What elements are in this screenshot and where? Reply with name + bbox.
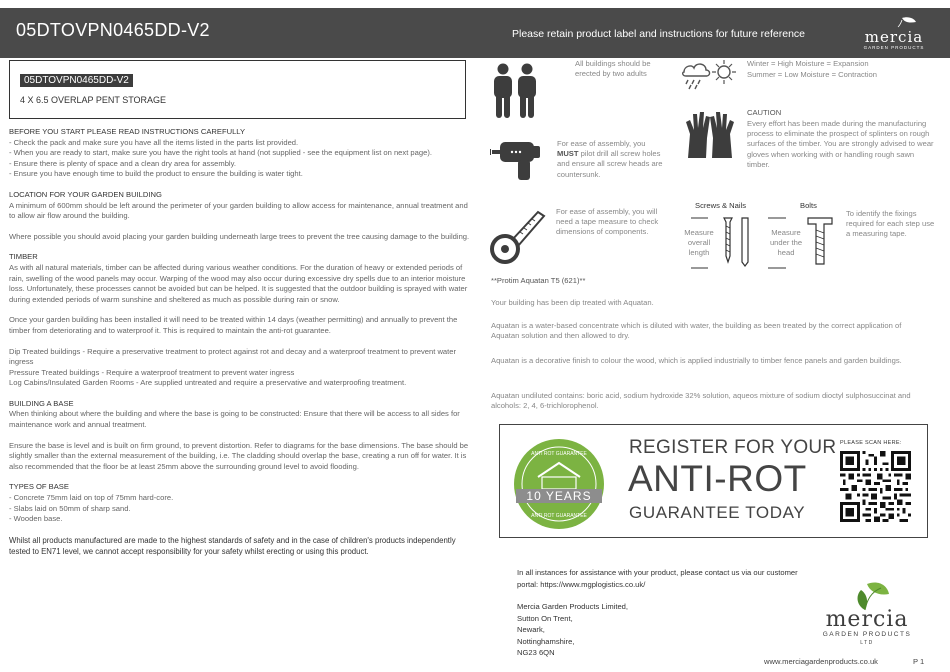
aquatan-paragraph-1: Your building has been dip treated with Aquatan. (491, 298, 654, 307)
aquatan-paragraph-2: Aquatan is a water-based concentrate which is diluted with water, the building as been treated by the correct application of Aquatan solution and then allowed to dry. (491, 321, 902, 341)
location-section (9, 190, 471, 242)
gloves-icon (682, 108, 738, 160)
page-number: P 1 (913, 657, 925, 666)
screws-label: Screws & Nails (695, 201, 747, 210)
screws-bolts-icon (690, 212, 850, 270)
register-line-1: REGISTER FOR YOUR (629, 437, 837, 458)
base-title: BUILDING A BASE (9, 398, 74, 408)
two-adults-icon (490, 62, 542, 120)
before-line: - Ensure there is plenty of space and a clean dry area for assembly. (9, 158, 236, 168)
product-label-box (9, 60, 466, 119)
before-section (9, 127, 471, 180)
before-line: - Ensure you have enough time to build the product to ensure the building is water tight. (9, 169, 303, 179)
types-section (9, 482, 471, 524)
two-adults-text: All buildings should be erected by two adults (575, 59, 651, 79)
timber-title: TIMBER (9, 252, 38, 262)
address-line: Nottinghamshire, (517, 636, 575, 646)
register-line-2: ANTI-ROT (628, 458, 807, 499)
timber-line: Log Cabins/Insulated Garden Rooms - Are supplied untreated and require a preservative and waterproofing treatment. (9, 378, 407, 388)
register-guarantee-box (499, 424, 928, 538)
timber-line: Dip Treated buildings - Require a preservative treatment to protect against rot and decay and a waterproof treatment to prevent water ingress (9, 346, 457, 367)
timber-line: Pressure Treated buildings - Require a waterproof treatment to prevent water ingress (9, 367, 295, 377)
types-line: - Wooden base. (9, 514, 63, 524)
tape-measure-icon (490, 206, 546, 266)
protim-heading: **Protim Aquatan T5 (621)** (491, 276, 586, 285)
contact-line-1: In all instances for assistance with your product, please contact us via our customer (517, 568, 798, 577)
company-address (517, 601, 717, 659)
register-line-3: GUARANTEE TODAY (629, 503, 806, 522)
footer-logo-word: mercia (825, 607, 909, 632)
types-title: TYPES OF BASE (9, 482, 69, 492)
badge-bottom-text: ANTI ROT GUARANTEE (531, 513, 587, 519)
timber-section (9, 252, 471, 389)
drill-icon (490, 138, 548, 182)
location-title: LOCATION FOR YOUR GARDEN BUILDING (9, 189, 162, 199)
drill-text (557, 139, 667, 180)
footer-logo-sub1: GARDEN PRODUCTS (822, 631, 912, 638)
weather-text-2: Summer = Low Moisture = Contraction (747, 70, 877, 79)
address-line: Sutton On Trent, (517, 613, 573, 623)
bolts-label: Bolts (800, 201, 817, 210)
tape-text: For ease of assembly, you will need a tape measure to check dimensions of components. (556, 207, 659, 237)
address-line: NG23 6QN (517, 648, 555, 657)
timber-paragraph: As with all natural materials, timber can be affected during various weather conditions. For the duration of heavy or extended periods of rain, swelling of the wood panels may occur. Warping of the wood may also occur during excessive dry spells due to an interior moisture loss. Unfortunately, these processes cannot be avoided but can be helped. It is suggested that the outdoor building is sprayed with water during extended periods of warm sunshine and sheltered as much as possible during rain or snow. (9, 262, 468, 304)
caution-title: CAUTION (747, 108, 782, 117)
portal-link[interactable]: https://www.mgplogistics.co.uk/ (540, 579, 646, 589)
header-logo-word: mercia (864, 28, 924, 46)
drill-text-must: MUST (557, 149, 579, 159)
timber-paragraph: Once your garden building has been installed it will need to be treated within 14 days (weather permitting) and annually to prevent the timber from deteriorating and to waterproof it. This is required to maintain the anti-rot guarantee. (9, 315, 458, 335)
before-line: - When you are ready to start, make sure you have the right tools at hand (not supplied - see the equipment list on next page). (9, 148, 432, 158)
scan-label: PLEASE SCAN HERE: (840, 440, 902, 446)
before-line: - Check the pack and make sure you have all the items listed in the parts list provided. (9, 137, 299, 147)
contact-portal-prefix: portal: (517, 579, 541, 589)
qr-code[interactable] (840, 451, 911, 522)
location-paragraph: Where possible you should avoid placing your garden building underneath large trees to prevent the tree causing damage to the building. (9, 231, 470, 241)
footer-mercia-logo (807, 580, 929, 648)
leaf-icon (807, 580, 929, 648)
aquatan-paragraph-4: Aquatan undiluted contains: boric acid, sodium hydroxide 32% solution, aqueos mixture of sodium dioctyl sulphosuccinat and alcohols: 2, 4, 6-trichlorophenol. (491, 391, 911, 411)
product-description: 4 X 6.5 OVERLAP PENT STORAGE (20, 95, 167, 105)
address-line: Mercia Garden Products Limited, (517, 602, 628, 611)
base-section (9, 399, 471, 473)
page-header (0, 8, 950, 58)
aquatan-paragraph-3: Aquatan is a decorative finish to colour the wood, which is applied industrially to timber fence panels and garden buildings. (491, 356, 902, 365)
fixings-text: To identify the fixings required for each step use a measuring tape. (846, 209, 935, 239)
instructions-column (9, 127, 471, 557)
badge-top-text: ANTI ROT GUARANTEE (531, 451, 587, 457)
types-line: - Concrete 75mm laid on top of 75mm hard-core. (9, 493, 174, 503)
drill-text-post: pilot drill all screw holes and ensure all screw heads are countersunk. (557, 149, 663, 179)
header-mercia-logo (858, 14, 930, 54)
address-line: Newark, (517, 625, 545, 634)
footer-website-link[interactable]: www.merciagardenproducts.co.uk (764, 657, 878, 666)
header-retain-note: Please retain product label and instructions for future reference (512, 28, 806, 40)
before-title: BEFORE YOU START PLEASE READ INSTRUCTIONS CAREFULLY (9, 127, 246, 136)
weather-text-1: Winter = High Moisture = Expansion (747, 59, 869, 68)
caution-text: Every effort has been made during the manufacturing process to eliminate the prospect of splinters on rough surfaces of the timber. You are strongly advised to wear gloves when working with or handling rough sawn timber. (747, 119, 934, 169)
base-paragraph: Ensure the base is level and is built on firm ground, to prevent distortion. Refer to diagrams for the base dimensions. The base should be slightly smaller than the external measurement of the building, i.e. The cladding should overlap the base, creating a run off for water. It is also recommended that the floor be at least 25mm above the surrounding ground level to avoid flooding. (9, 440, 469, 471)
base-paragraph: When thinking about where the building and where the base is going to be constructed: Ensure that there will be access to all sides for maintenance work and annual treatment. (9, 409, 460, 430)
ten-year-guarantee-badge (512, 437, 606, 531)
measure-head-text: Measure under the head (769, 228, 803, 258)
location-paragraph: A minimum of 600mm should be left around the perimeter of your garden building to allow access for maintenance, annual treatment and to allow air flow around the building. (9, 200, 468, 221)
footer-logo-sub2: LTD (860, 640, 874, 646)
measure-overall-text: Measure overall length (684, 228, 714, 258)
types-line: - Slabs laid on 50mm of sharp sand. (9, 503, 131, 513)
safety-notice: Whilst all products manufactured are made to the highest standards of safety and in the case of children's products independently tested to EN71 level, we cannot accept responsibility for your safety whilst erecting or using this product. (9, 535, 456, 556)
header-product-code: 05DTOVPN0465DD-V2 (16, 20, 210, 40)
badge-years-text: 10 YEARS (526, 489, 592, 503)
header-logo-sub: GARDEN PRODUCTS (863, 45, 925, 50)
product-code-tag: 05DTOVPN0465DD-V2 (20, 74, 133, 87)
drill-text-pre: For ease of assembly, you (557, 139, 646, 148)
weather-icon (680, 58, 738, 92)
